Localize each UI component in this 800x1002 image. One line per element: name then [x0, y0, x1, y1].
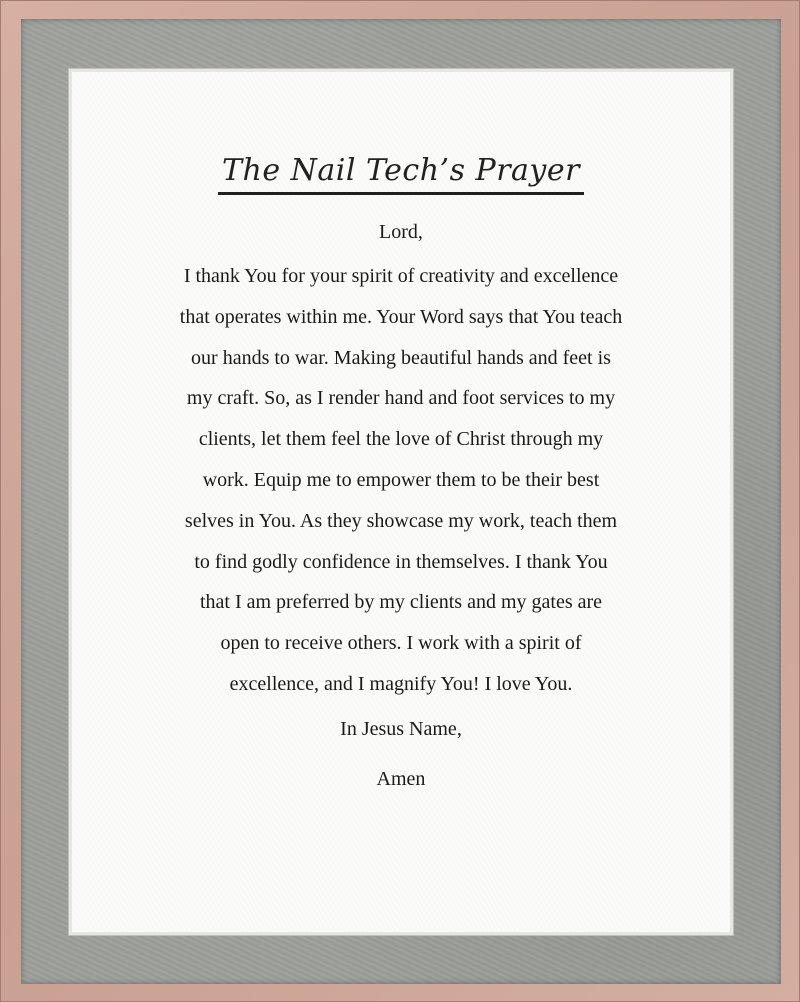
- prayer-line: my craft. So, as I render hand and foot services to my: [186, 387, 616, 410]
- title-container: [72, 152, 730, 195]
- prayer-paragraph: [112, 256, 690, 705]
- closing: In Jesus Name,: [340, 717, 462, 740]
- prayer-line: to find godly confidence in themselves. I thank You: [194, 550, 608, 573]
- page-title: The Nail Tech’s Prayer: [218, 152, 584, 195]
- prayer-line: that operates within me. Your Word says that You teach: [179, 305, 623, 328]
- prayer-line: I thank You for your spirit of creativity and excellence: [183, 265, 619, 287]
- prayer-line: open to receive others. I work with a spirit of: [220, 632, 582, 655]
- prayer-line: our hands to war. Making beautiful hands and feet is: [191, 346, 611, 369]
- signoff: Amen: [376, 767, 426, 790]
- prayer-line: work. Equip me to empower them to be their best: [202, 468, 600, 491]
- prayer-line: selves in You. As they showcase my work, teach them: [184, 509, 618, 532]
- prayer-line: clients, let them feel the love of Christ through my: [198, 428, 604, 451]
- prayer-line: that I am preferred by my clients and my gates are: [199, 591, 603, 614]
- salutation: Lord,: [379, 221, 423, 243]
- prayer-paper: [69, 69, 733, 935]
- prayer-line: excellence, and I magnify You! I love You.: [229, 672, 573, 695]
- prayer-body: [112, 218, 690, 793]
